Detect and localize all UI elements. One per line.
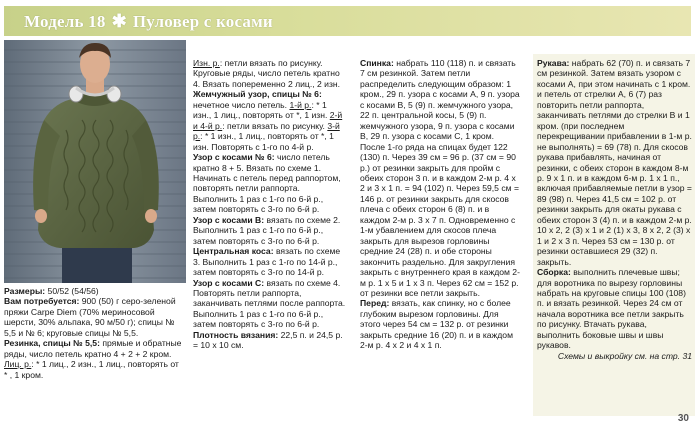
cable-c-text: вязать по схеме 4. Повторять петли раппорта, заканчивать петлями после раппорта. Выполнить 1 раз с 1-го по 6-й р., затем повторять с 3-го по 6-й р. [193, 277, 346, 330]
sleeve-text: набрать 62 (70) п. и связать 7 см резинкой. Затем вязать узором с косами A, при этом начинать с 1 кром. и петель от стрелки A, 6 (7) раз повторить петли раппорта, заканчивать петлями до стрелки B и 1 кром. (при последнем перекрещивании прибавлении в 1-м р. не выполнять) = 69 (78) п. Для скосов рукава прибавлять, начиная от резинки, с обеих сторон в каждом 8-м р. 9 х 1 п. и в каждом 6-м р. 1 х 1 п., включая прибавляемые петли в узор = 89 (98) п. Через 41,5 см = 102 р. от резинки закрыть для окаты рукава с обеих сторон 3 (4) п. и в каждом 2-м р. 10 х 2, 2 (3) х 1 и 2 (1) х 3, 8 х 2, 2 (3) х 1 и 2 х 3 п. Через 53 см = 130 р. от резинки оставшиеся 29 (32) п. закрыть. [537, 58, 692, 267]
model-photo-illustration [4, 40, 186, 283]
central-cable-paragraph [193, 246, 346, 277]
pearl-text-4: : * 1 изн., 1 лиц., повторять от *, 1 изн. Повторять с 1-го по 4-й р. [193, 131, 334, 152]
pearl-text-3: : петли вязать по рисунку. [222, 120, 328, 131]
cable-a-label: Узор с косами № 6: [193, 152, 275, 163]
column-sleeves-assembly [537, 58, 692, 361]
density-text: 22,5 п. и 24,5 р. = 10 х 10 см. [193, 329, 343, 351]
pearl-row-3: 3-й р. [193, 120, 340, 142]
page-title [24, 9, 273, 33]
column-patterns [193, 58, 346, 351]
central-cable-label: Центральная коса: [193, 246, 274, 257]
density-label: Плотность вязания: [193, 329, 279, 340]
sizes-value: 50/52 (54/56) [45, 286, 99, 296]
back-text: набрать 110 (118) п. и связать 7 см резинкой. Затем петли распределить следующим образом: 1 кром., 29 п. узора с косами A, 9 п. узора с косами B, 5 (9) п. жемчужного узора, 22 п. центральной косы, 5 (9) п. жемчужного узора, 9 п. узора с косами B, 29 п. узора с косами C, 1 кром. После 1-го ряда на спицах будет 122 (130) п. Через 39 см = 96 р. (37 см = 90 р.) от резинки закрыть для пройм с обеих сторон 3 п. и в каждом 2-м р. 4 х 2 и 3 х 1 п. = 94 (102) п. Через 59,5 см = 146 р. от резинки закрыть для скосов плеча с обеих сторон 6 (8) п. и в каждом 2-м р. 3 х 7 п. Одновременно с 1-м убавлением для скосов плеча закрыть для вырезов горловины средние 24 (28) п. и обе стороны закончить раздельно. Для закругления закрыть с внутреннего края в каждом 2-м р. 1 х 5 и 1 х 3 п. Через 62 см = 152 р. от резинки все петли закрыть. [360, 58, 520, 298]
assembly-paragraph [537, 267, 692, 351]
rib-label: Резинка, спицы № 5,5: [4, 338, 100, 349]
izn-paragraph [193, 58, 346, 89]
cable-c-paragraph [193, 278, 346, 330]
cable-a-paragraph [193, 152, 346, 215]
materials-label: Вам потребуется: [4, 296, 80, 307]
izn-text: : петли вязать по рисунку. Круговые ряды, число петель кратно 4. Вязать попеременно 2 лиц., 2 изн. [193, 58, 341, 89]
model-photo [4, 40, 186, 283]
sizes-paragraph [4, 286, 184, 296]
rib-paragraph [4, 338, 184, 380]
central-cable-text: вязать по схеме 3. Выполнить 1 раз с 1-го по 14-й р., затем повторять с 3-го по 14-й р. [193, 246, 341, 278]
density-paragraph [193, 330, 346, 351]
pearl-text-1: нечетное число петель. [193, 99, 290, 110]
pearl-row-1: 1-й р. [289, 99, 312, 110]
cable-b-text: вязать по схеме 2. Выполнить 1 раз с 1-го по 6-й р., затем повторять с 3-го по 6-й р. [193, 214, 341, 246]
sleeve-label: Рукава: [537, 58, 570, 68]
rib-value-2: : * 1 лиц., 2 изн., 1 лиц., повторять от * , 1 кром. [4, 359, 179, 380]
sleeve-paragraph [537, 58, 692, 267]
pearl-row-2: 2-й и 4-й р. [193, 110, 343, 131]
model-number: Модель 18 [24, 12, 106, 31]
assembly-text: выполнить плечевые швы; для воротника по вырезу горловины набрать на круговые спицы 100 (108) п. и вязать резинкой. Через 24 см от начала воротника все петли закрыть по рисунку. Втачать рукава, выполнить боковые швы и швы рукавов. [537, 267, 686, 351]
star-icon: ✱ [111, 11, 127, 31]
schemes-note: Схемы и выкройку см. на стр. 31 [557, 350, 692, 361]
pearl-text-2: : * 1 изн., 1 лиц., повторять от *, 1 изн. [193, 99, 330, 121]
assembly-label: Сборка: [537, 267, 571, 278]
cable-c-label: Узор с косами C: [193, 277, 265, 288]
materials-paragraph [4, 296, 184, 338]
front-text: вязать, как спинку, но с более глубоким вырезом горловины. Для этого через 54 см = 132 р. от резинки закрыть средние 16 (20) п. и в каждом 2-м р. 4 х 2 и 4 х 1 п. [360, 298, 513, 351]
front-label: Перед: [360, 298, 390, 309]
back-paragraph [360, 58, 520, 298]
front-paragraph [360, 298, 520, 350]
rib-value-1: прямые и обратные ряды, число петель кратно 4 + 2 + 2 кром. [4, 338, 182, 359]
page-number: 30 [677, 413, 689, 424]
cable-b-paragraph [193, 215, 346, 246]
pearl-label: Жемчужный узор, спицы № 6: [193, 89, 322, 100]
sizes-label: Размеры: [4, 286, 46, 296]
column-back-front [360, 58, 520, 351]
pearl-paragraph [193, 89, 346, 152]
rib-lic-row: Лиц. р. [4, 359, 32, 370]
header-banner [4, 6, 691, 36]
materials-value: 900 (50) г серо-зеленой пряжи Carpe Diem (70% мериносовой шерсти, 30% альпака, 90 м/50 г); спицы № 5,5 и № 6; круговые спицы № 5,5. [4, 296, 176, 338]
cable-a-text: число петель кратно 8 + 5. Вязать по схеме 1. Начинать с петель перед раппортом, повторять петли раппорта. Выполнить 1 раз с 1-го по 6-й р., затем повторять с 3-го по 6-й р. [193, 152, 341, 215]
back-label: Спинка: [360, 58, 394, 68]
model-title: Пуловер с косами [132, 12, 273, 31]
cable-b-label: Узор с косами B: [193, 214, 265, 225]
izn-row: Изн. р. [193, 58, 220, 68]
column-materials [4, 286, 184, 380]
